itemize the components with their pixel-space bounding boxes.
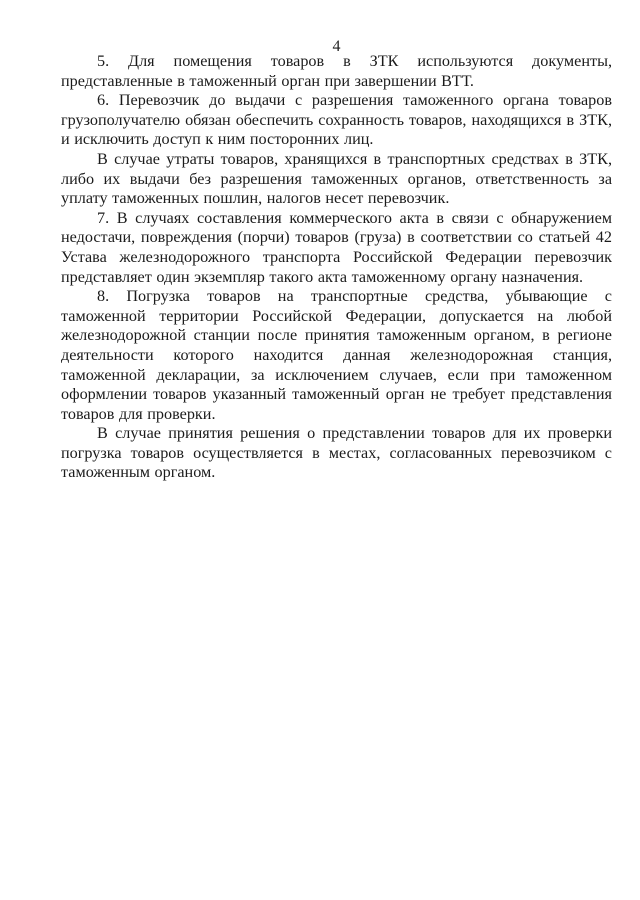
paragraph-item-6: 6. Перевозчик до выдачи с разрешения таможенного органа товаров грузополучателю обязан обеспечить сохранность товаров, находящихся в ЗТК, и исключить доступ к ним посторонних лиц. [61,91,612,149]
page-number: 4 [332,38,341,55]
paragraph-item-5: 5. Для помещения товаров в ЗТК используются документы, представленные в таможенный орган при завершении ВТТ. [61,52,612,90]
document-body [61,52,612,483]
paragraph-item-6-continuation: В случае утраты товаров, хранящихся в транспортных средствах в ЗТК, либо их выдачи без разрешения таможенных органов, ответственность за уплату таможенных пошлин, налогов несет перевозчик. [61,149,612,208]
paragraph-item-8-continuation: В случае принятия решения о представлении товаров для их проверки погрузка товаров осуществляется в местах, согласованных перевозчиком с таможенным органом. [61,424,612,482]
paragraph-item-8: 8. Погрузка товаров на транспортные средства, убывающие с таможенной территории Российской Федерации, допускается на любой железнодорожной станции после принятия таможенным органом, в регионе деятельности которого находится данная железнодорожная станция, таможенной декларации, за исключением случаев, если при таможенном оформлении товаров указанный таможенный орган не требует представления товаров для проверки. [61,287,612,423]
paragraph-item-7: 7. В случаях составления коммерческого акта в связи с обнаружением недостачи, повреждения (порчи) товаров (груза) в соответствии со статьей 42 Устава железнодорожного транспорта Российской Федерации перевозчик представляет один экземпляр такого акта таможенному органу назначения. [61,208,612,286]
